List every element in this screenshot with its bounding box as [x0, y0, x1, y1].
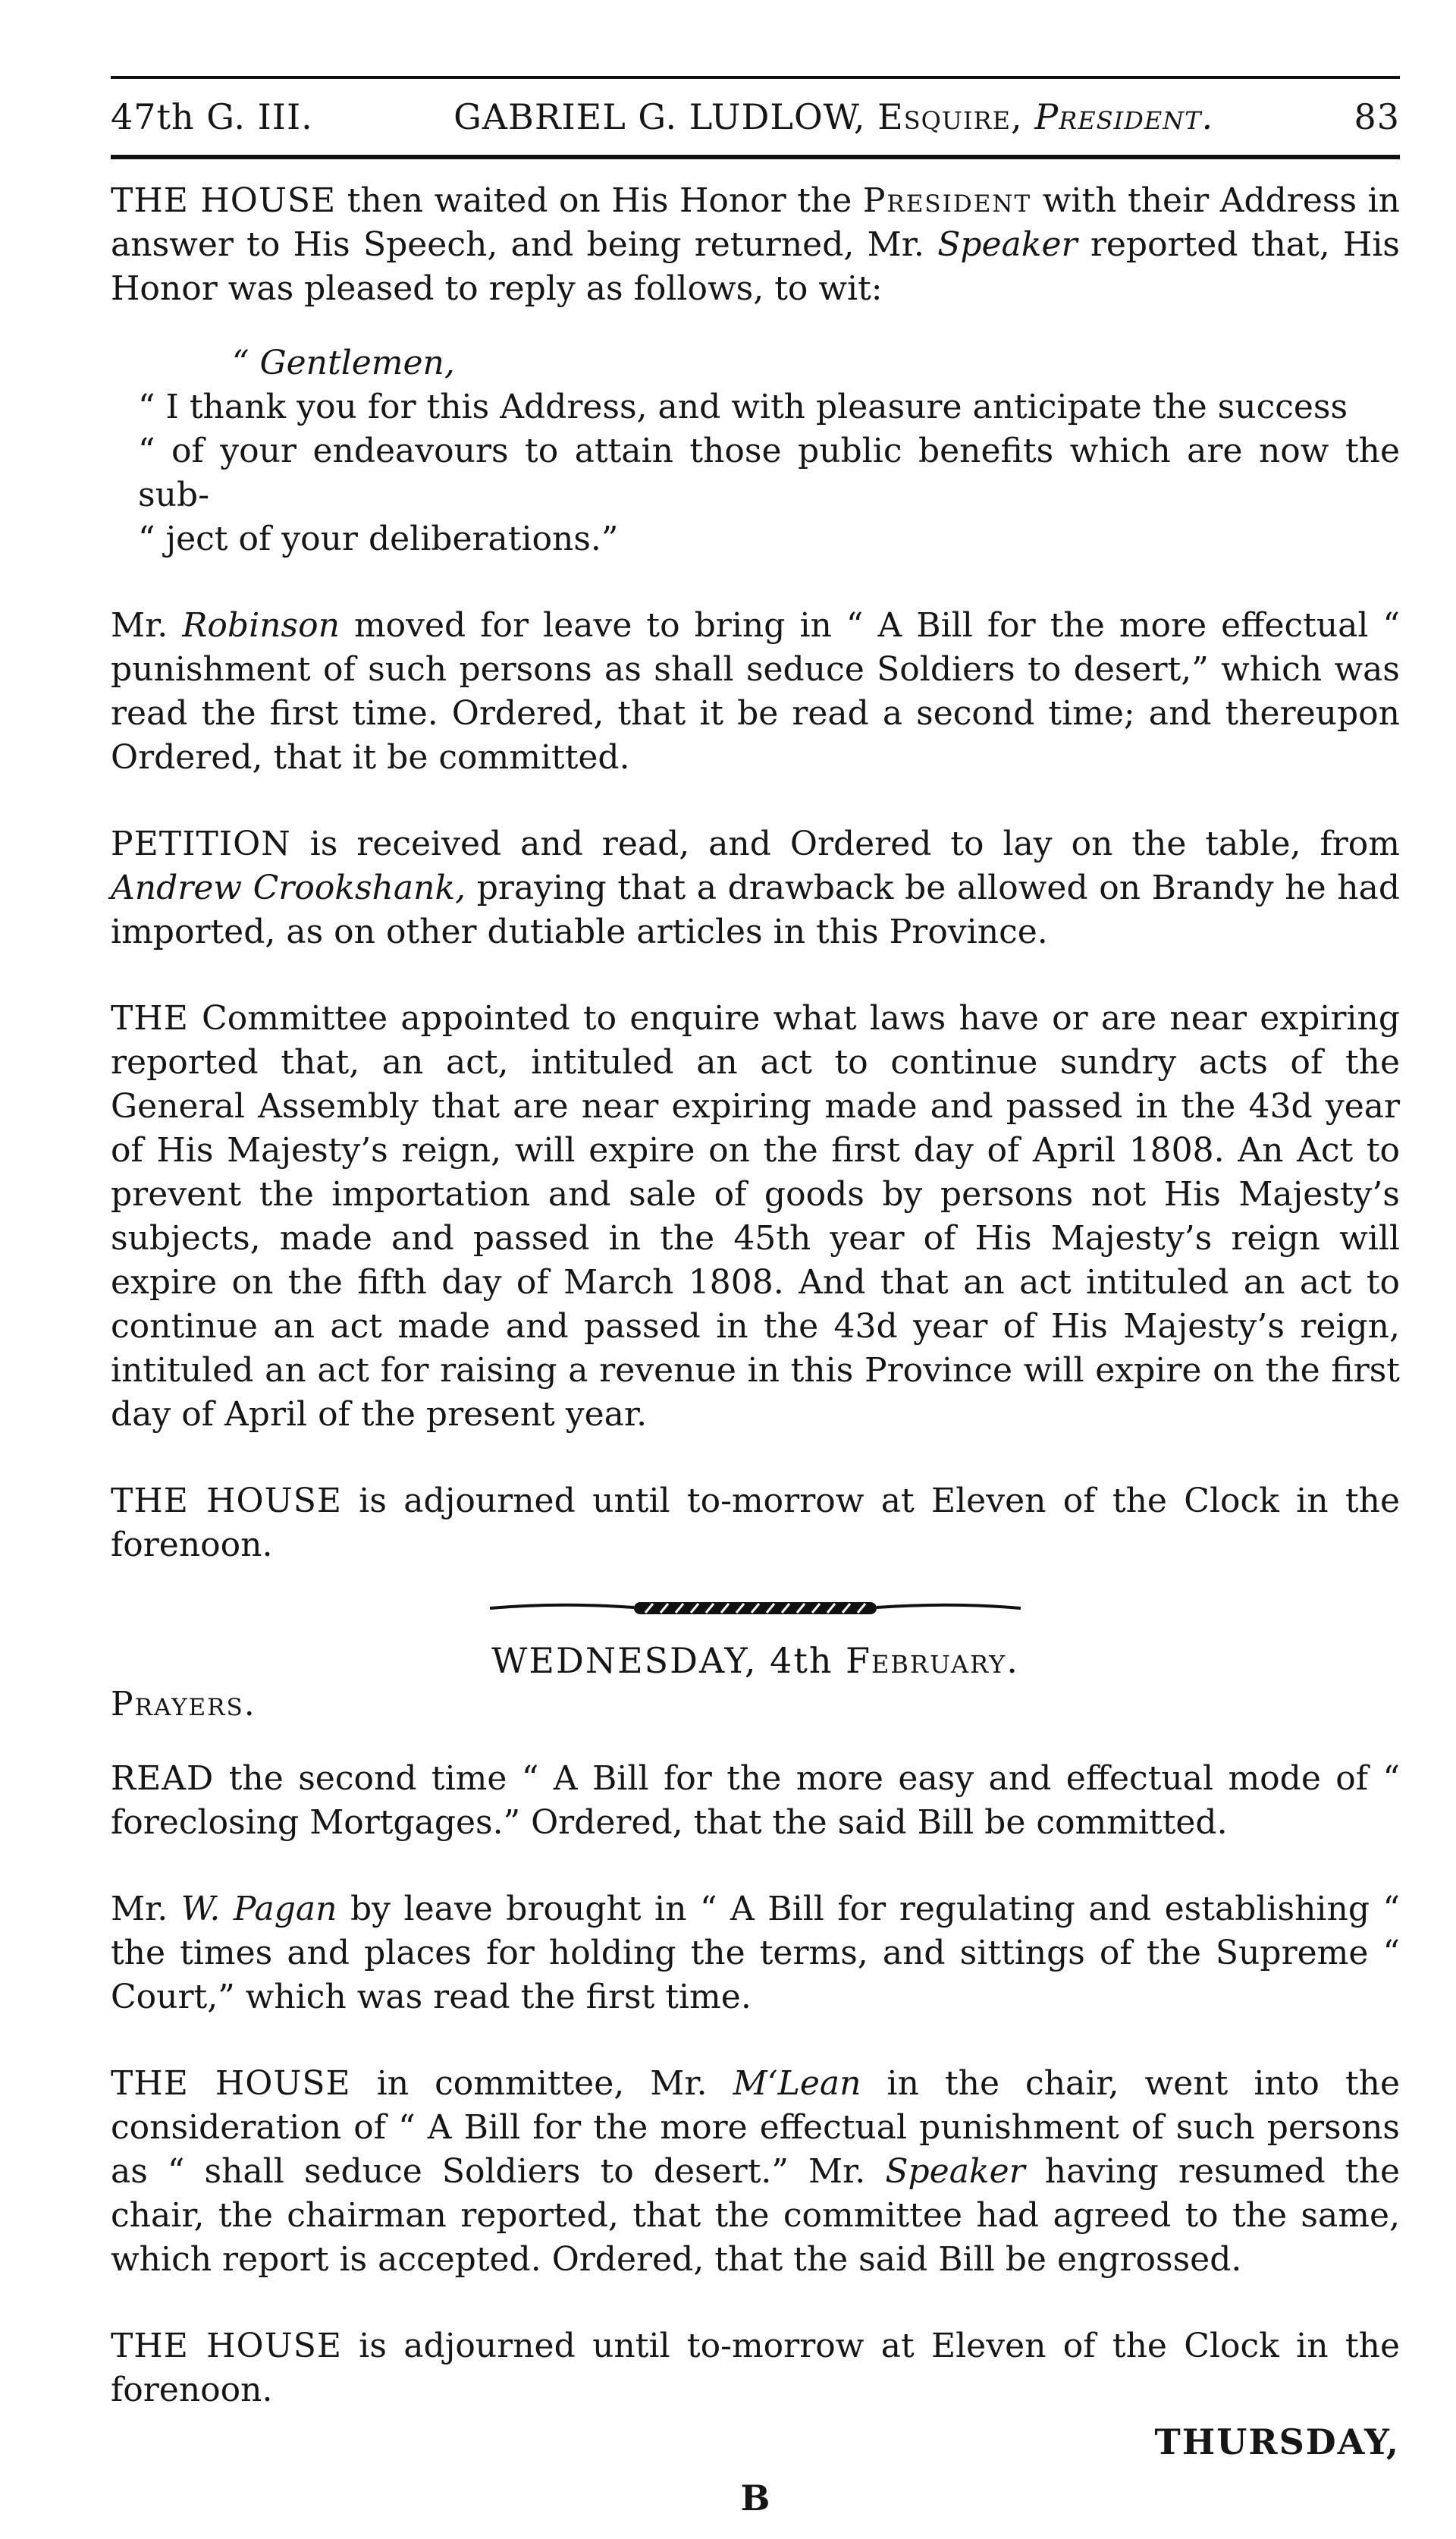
running-title-text: GABRIEL G. LUDLOW, Esquire,	[453, 96, 1035, 137]
ornamental-divider	[111, 1598, 1400, 1619]
lead-words: THE HOUSE	[111, 181, 337, 220]
paragraph-pagan-bill	[111, 1887, 1400, 2019]
member-name: W. Pagan	[180, 1890, 337, 1928]
paragraph-mortgages-bill	[111, 1757, 1400, 1845]
text-run: is adjourned until to-morrow at Eleven of the Clock in the forenoon.	[111, 1482, 1400, 1564]
text-run: Committee appointed to enquire what laws have or are near expiring reported that, an act, intituled an act to continue sundry acts of the General Assembly that are near expiring made and passed in the 43d year of His Majesty’s reign, will expire on the first day of April 1808. An Act to prevent the importation and sale of goods by persons not His Majesty’s subjects, made and passed in the 45th year of His Majesty’s reign will expire on the fifth day of March 1808. And that an act intituled an act to continue an act made and passed in the 43d year of His Majesty’s reign, intituled an act for raising a revenue in this Province will expire on the first day of April of the present year.	[111, 999, 1400, 1434]
document-page	[111, 70, 1401, 2519]
lead-words: READ	[111, 1759, 215, 1798]
lead-words: THE HOUSE	[111, 1482, 342, 1520]
petitioner-name: Andrew Crookshank,	[111, 869, 466, 907]
text-run: in committee, Mr.	[350, 2064, 733, 2103]
day-text: WEDNESDAY, 4th	[491, 1640, 846, 1681]
journal-body	[111, 159, 1400, 2520]
reply-salutation: “ Gentlemen,	[232, 344, 455, 382]
running-title	[453, 96, 1213, 137]
text-run: reported that, His Honor was pleased to reply as follows, to wit:	[111, 225, 1401, 308]
paragraph-petition	[111, 822, 1400, 954]
speaker-title: Speaker	[937, 225, 1078, 264]
day-month: February.	[846, 1640, 1019, 1681]
president-title: President	[862, 181, 1032, 220]
page-number: 83	[1354, 96, 1400, 137]
paragraph-committee-report	[111, 997, 1400, 1437]
member-name: Robinson	[182, 606, 340, 645]
prayers-label: Prayers.	[111, 1685, 256, 1724]
paragraph-committee-of-house	[111, 2062, 1400, 2282]
chair-name: M‘Lean	[733, 2064, 861, 2103]
paragraph-robinson-bill	[111, 604, 1400, 780]
reply-line: “ of your endeavours to attain those public benefits which are now the sub-	[138, 432, 1400, 514]
paragraph-adjourned-2	[111, 2324, 1400, 2412]
paragraph-address-reply	[111, 179, 1400, 311]
catchword: THURSDAY,	[1154, 2421, 1400, 2462]
lead-words: PETITION	[111, 825, 291, 863]
text-run: Mr.	[111, 606, 183, 645]
lead-words: THE HOUSE	[111, 2327, 342, 2365]
running-title-italic: President.	[1034, 96, 1214, 137]
lead-words: THE	[111, 999, 189, 1038]
text-run: then waited on His Honor the	[336, 181, 863, 220]
text-run: praying that a drawback be allowed on Brandy he had imported, as on other dutiable articles in this Province.	[111, 869, 1400, 951]
reply-line: “ ject of your deliberations.”	[138, 520, 619, 558]
text-run: by leave brought in “ A Bill for regulating and establishing “ the times and places for holding the terms, and sittings of the Supreme “ Court,” which was read the first time.	[111, 1890, 1401, 2016]
text-run: is received and read, and Ordered to lay on the table, from	[290, 825, 1400, 863]
reply-line: “ I thank you for this Address, and with pleasure anticipate the success	[138, 388, 1348, 426]
regnal-year: 47th G. III.	[111, 96, 313, 137]
running-header	[111, 76, 1400, 159]
day-heading	[111, 1639, 1400, 1683]
signature-mark: B	[740, 2478, 770, 2519]
text-run: having resumed the chair, the chairman reported, that the committee had agreed to the same, which report is accepted. Ordered, that the said Bill be engrossed.	[111, 2152, 1400, 2279]
text-run: is adjourned until to-morrow at Eleven of the Clock in the forenoon.	[111, 2327, 1400, 2409]
text-run: Mr.	[111, 1890, 181, 1928]
speaker-title: Speaker	[885, 2152, 1025, 2191]
text-run: with their Address in answer to His Speech, and being returned, Mr.	[111, 181, 1400, 264]
rope-ornament-icon	[490, 1598, 1021, 1619]
text-run: in the chair, went into the consideration of “ A Bill for the more effectual punishment of such persons as “ shall seduce Soldiers to desert.” Mr.	[111, 2064, 1401, 2191]
lead-words: THE HOUSE	[111, 2064, 351, 2103]
text-run: moved for leave to bring in “ A Bill for the more effectual “ punishment of such persons as shall seduce Soldiers to desert,” which was read the first time. Ordered, that it be read a second time; and thereupon Ordered, that it be committed.	[111, 606, 1400, 777]
paragraph-adjourned	[111, 1479, 1400, 1567]
text-run: the second time “ A Bill for the more easy and effectual mode of “ foreclosing Mortgages.” Ordered, that the said Bill be committed.	[111, 1759, 1400, 1842]
